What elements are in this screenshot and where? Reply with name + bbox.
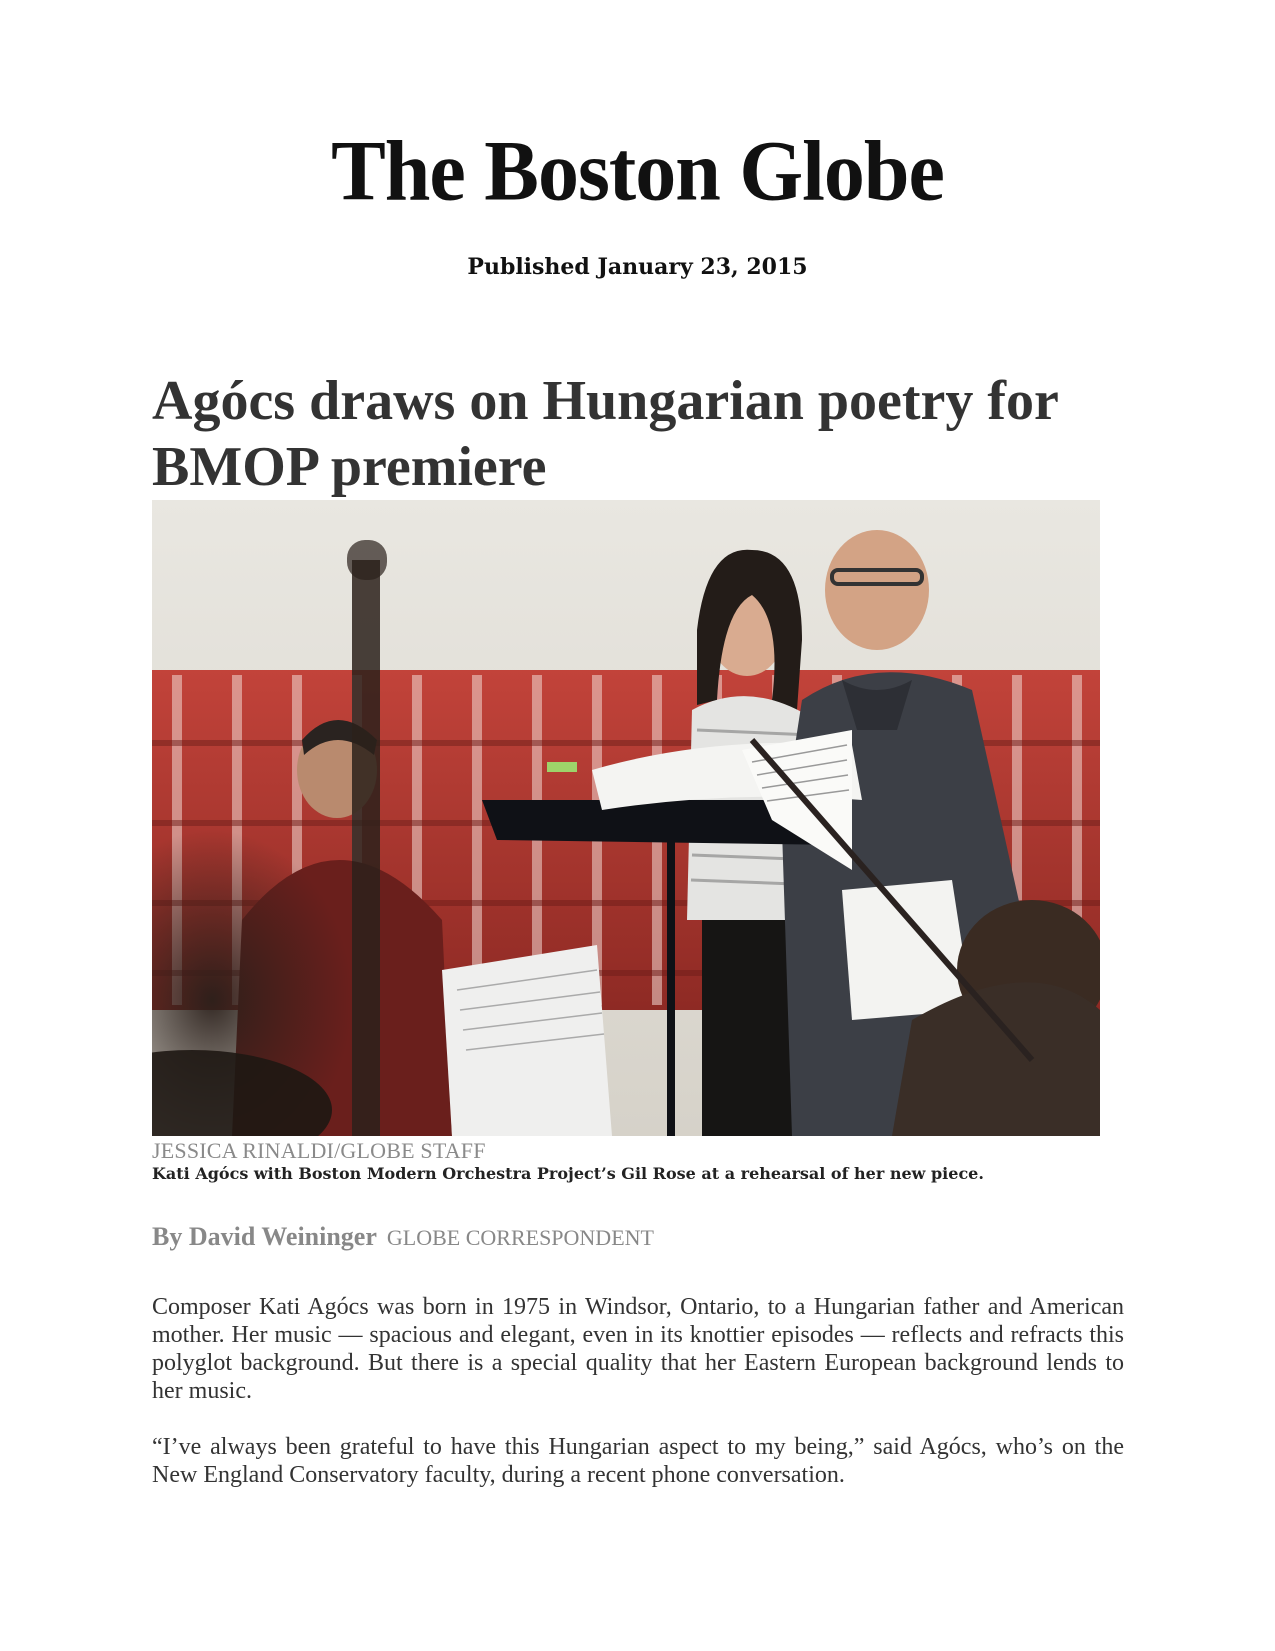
publication-date: Published January 23, 2015 <box>467 254 808 280</box>
article-photo <box>152 500 1100 1136</box>
newspaper-logo: The Boston Globe <box>331 122 944 219</box>
article-paragraph: Composer Kati Agócs was born in 1975 in Windsor, Ontario, to a Hungarian father and American mother. Her music — spacious and elegant, even in its knottier episodes — reflects and refracts this polyglot background. But there is a special quality that her Eastern European background lends to her music. <box>152 1294 1124 1404</box>
byline <box>152 1222 654 1252</box>
article-paragraph: “I’ve always been grateful to have this Hungarian aspect to my being,” said Agócs, who’s on the New England Conservatory faculty, during a recent phone conversation. <box>152 1434 1124 1488</box>
rehearsal-photo-illustration <box>152 500 1100 1136</box>
photo-caption: Kati Agócs with Boston Modern Orchestra Project’s Gil Rose at a rehearsal of her new piece. <box>152 1164 984 1183</box>
article-headline: Agócs draws on Hungarian poetry for BMOP premiere <box>152 370 1058 498</box>
author-role: GLOBE CORRESPONDENT <box>386 1225 654 1250</box>
masthead-logo-wrap <box>0 122 1275 219</box>
photo-credit: JESSICA RINALDI/GLOBE STAFF <box>152 1138 486 1163</box>
author-name: By David Weininger <box>152 1222 377 1251</box>
